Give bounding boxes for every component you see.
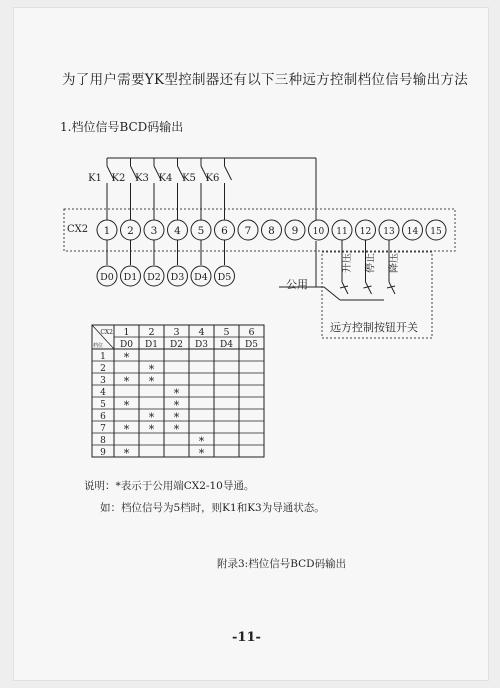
switch-label: K6 [205, 173, 220, 184]
table-corner-bottom: 档位 [93, 343, 104, 349]
switch-label: K2 [111, 173, 126, 184]
output-label: D0 [100, 272, 114, 283]
output-label: D4 [194, 272, 208, 283]
output-label: D1 [123, 272, 138, 283]
table-cell-mark: * [148, 423, 155, 436]
table-cell-mark: * [173, 411, 180, 424]
table-col-pin: 4 [198, 327, 205, 338]
table-cell-mark: * [123, 447, 130, 460]
output-label: D2 [147, 272, 161, 283]
table-cell-mark: * [123, 351, 130, 364]
switch-label: K1 [88, 173, 102, 184]
terminal-number: 14 [406, 227, 419, 237]
table-col-pin: 6 [248, 327, 255, 338]
table-cell-mark: * [148, 375, 155, 388]
table-col-signal: D5 [245, 340, 258, 350]
switch-label: K4 [158, 173, 173, 184]
table-row-level: 7 [100, 424, 106, 434]
table-cell-mark: * [123, 375, 130, 388]
output-label: D5 [217, 272, 232, 283]
remote-box-label: 远方控制按钮开关 [330, 321, 418, 334]
table-col-signal: D4 [220, 340, 233, 350]
terminal-number: 13 [383, 227, 395, 237]
output-label: D3 [170, 272, 185, 283]
terminal-number: 9 [291, 225, 299, 237]
table-col-signal: D2 [170, 340, 183, 350]
table-cell-mark: * [198, 447, 205, 460]
table-col-pin: 2 [148, 327, 155, 338]
terminal-number: 6 [221, 225, 228, 237]
document-title: 为了用户需要YK型控制器还有以下三种远方控制档位信号输出方法 [62, 72, 468, 88]
table-row-level: 5 [100, 400, 106, 410]
table-corner-top: CX2 [100, 329, 113, 336]
terminal-number: 4 [174, 225, 181, 237]
note-example: 如：档位信号为5档时，则K1和K3为导通状态。 [100, 502, 325, 514]
terminal-number: 10 [312, 227, 325, 237]
terminal-number: 15 [430, 227, 442, 237]
section-heading: 1.档位信号BCD码输出 [60, 120, 184, 134]
table-col-pin: 3 [173, 327, 180, 338]
terminal-number: 2 [127, 225, 134, 237]
switch-label: K5 [182, 173, 196, 184]
table-row-level: 8 [100, 436, 106, 446]
remote-button-label: 停止 [365, 253, 377, 273]
switch-label: K3 [135, 173, 149, 184]
table-cell-mark: * [123, 399, 130, 412]
terminal-number: 1 [103, 225, 111, 237]
table-col-signal: D3 [195, 340, 208, 350]
terminal-number: 5 [197, 225, 205, 237]
table-row-level: 9 [100, 448, 106, 458]
remote-button-label: 升压 [342, 253, 353, 273]
table-col-signal: D0 [120, 340, 133, 350]
table-cell-mark: * [173, 423, 180, 436]
table-row-level: 6 [100, 412, 106, 422]
table-cell-mark: * [148, 363, 155, 376]
table-row-level: 2 [100, 364, 106, 374]
terminal-number: 3 [150, 225, 158, 237]
table-cell-mark: * [173, 387, 180, 400]
table-col-pin: 1 [123, 327, 130, 338]
table-row-level: 1 [100, 352, 106, 362]
page-number: -11- [232, 630, 261, 645]
remote-button-label: 降压 [389, 253, 400, 273]
table-cell-mark: * [148, 411, 155, 424]
table-cell-mark: * [123, 423, 130, 436]
terminal-number: 11 [336, 227, 348, 237]
terminal-strip-label: CX2 [67, 224, 89, 235]
table-cell-mark: * [198, 435, 205, 448]
common-label: 公用 [286, 278, 308, 291]
terminal-number: 12 [359, 227, 372, 237]
table-col-signal: D1 [145, 340, 158, 350]
note-explanation: 说明：*表示于公用端CX2-10导通。 [84, 480, 255, 492]
table-col-pin: 5 [223, 327, 230, 338]
appendix-caption: 附录3:档位信号BCD码输出 [217, 558, 347, 570]
terminal-number: 7 [244, 225, 252, 237]
table-row-level: 4 [100, 388, 106, 398]
terminal-number: 8 [268, 225, 275, 237]
table-cell-mark: * [173, 399, 180, 412]
table-row-level: 3 [100, 376, 106, 386]
